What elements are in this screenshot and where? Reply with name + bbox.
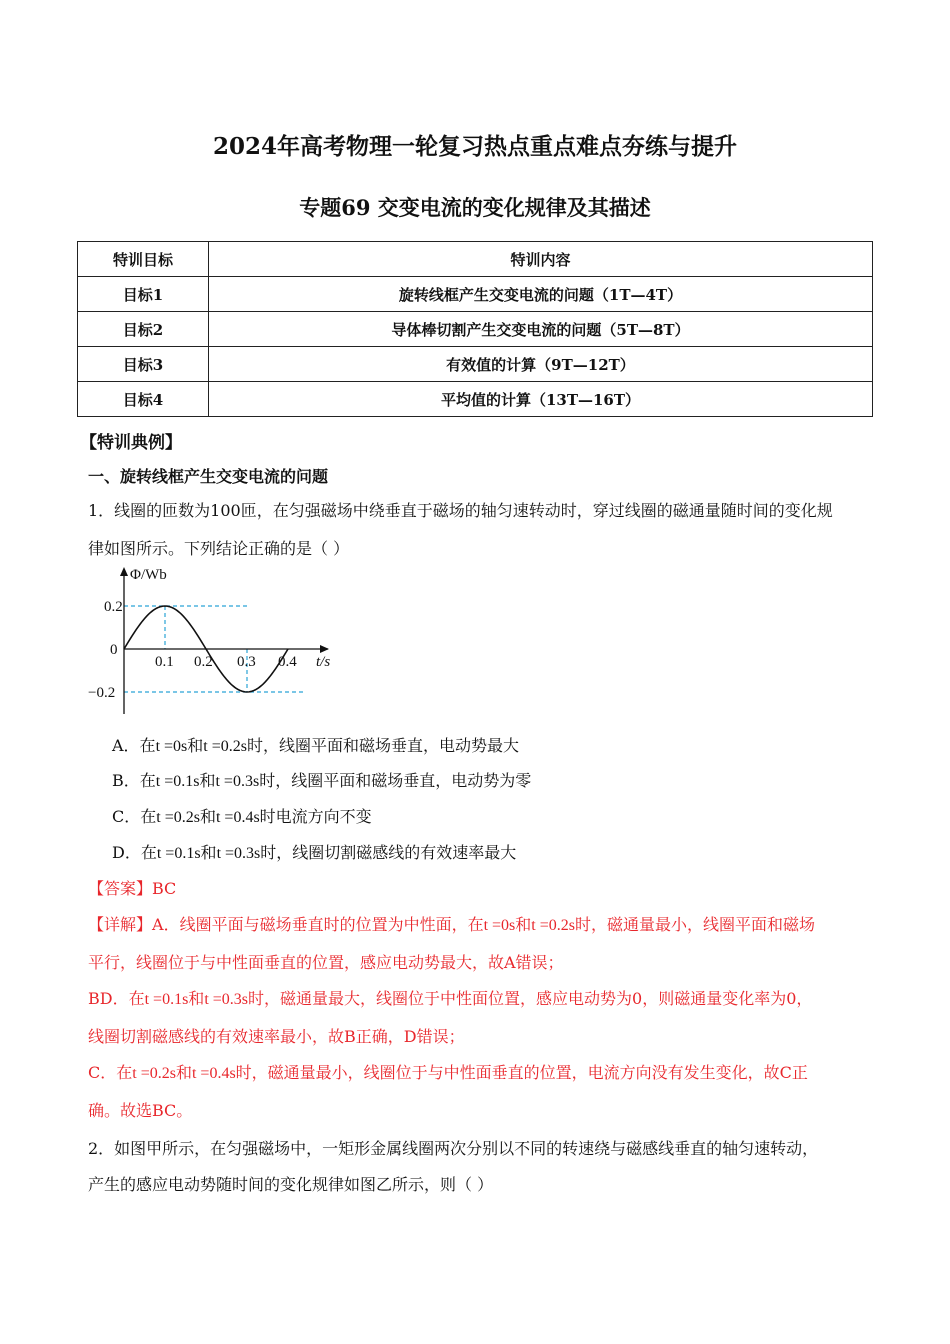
option-label: B．在 <box>112 771 156 790</box>
math-expr: t =0.1s <box>144 991 189 1008</box>
x-tick-label: 0.4 <box>278 654 297 670</box>
math-expr: t =0.1s <box>156 845 201 862</box>
goals-table <box>77 241 873 417</box>
math-expr: t =0.2s <box>132 1065 176 1082</box>
table-cell: 有效值的计算（9T—12T） <box>209 347 873 382</box>
math-expr: t =0s <box>483 917 516 934</box>
table-row <box>78 277 873 312</box>
table-header-cell: 特训内容 <box>209 242 873 277</box>
option-text: 和 <box>199 807 216 826</box>
flux-time-chart <box>80 562 350 722</box>
detail-line-3 <box>88 986 812 1009</box>
detail-line-2: 平行，线圈位于与中性面垂直的位置，感应电动势最大，故A错误； <box>88 953 564 972</box>
table-cell: 旋转线框产生交变电流的问题（1T—4T） <box>209 277 873 312</box>
x-tick-label: 0.3 <box>237 654 256 670</box>
answer-label: 【答案】BC <box>88 879 177 898</box>
question-1-line-2: 律如图所示。下列结论正确的是（ ） <box>88 539 350 558</box>
table-cell: 平均值的计算（13T—16T） <box>209 382 873 417</box>
table-cell: 目标3 <box>78 347 209 382</box>
sub-title: 专题69 交变电流的变化规律及其描述 <box>299 195 651 220</box>
section-sub-heading: 一、旋转线框产生交变电流的问题 <box>88 467 329 486</box>
table-row <box>78 382 873 417</box>
detail-text: 时，磁通量最小，线圈平面和磁场 <box>575 915 816 934</box>
option-d[interactable] <box>112 840 516 863</box>
option-text: 时电流方向不变 <box>259 807 372 826</box>
option-label: D．在 <box>112 843 157 862</box>
table-cell: 目标1 <box>78 277 209 312</box>
main-title: 2024年高考物理一轮复习热点重点难点夯练与提升 <box>212 133 737 160</box>
math-expr: t =0.2s <box>203 738 247 755</box>
table-header-cell: 特训目标 <box>78 242 209 277</box>
detail-label: 【详解】 <box>88 915 153 934</box>
math-expr: t =0.4s <box>215 809 260 826</box>
question-1-line-1: 1．线圈的匝数为100匝，在匀强磁场中绕垂直于磁场的轴匀速转动时，穿过线圈的磁通量随时间的变化规 <box>88 501 833 520</box>
option-label: C．在 <box>112 807 157 826</box>
option-text: 和 <box>187 736 204 755</box>
y-tick-label: 0.2 <box>104 599 123 615</box>
detail-line-5 <box>88 1060 808 1083</box>
section-heading: 【特训典例】 <box>80 433 182 453</box>
option-text: 和 <box>200 843 217 862</box>
option-c[interactable] <box>112 804 372 827</box>
x-tick-label: 0.1 <box>155 654 174 670</box>
math-expr: t =0.2s <box>531 917 575 934</box>
y-tick-label: −0.2 <box>88 685 116 701</box>
table-cell: 导体棒切割产生交变电流的问题（5T—8T） <box>209 312 873 347</box>
detail-text: 时，磁通量最小，线圈位于与中性面垂直的位置，电流方向没有发生变化，故C正 <box>235 1063 808 1082</box>
option-b[interactable] <box>112 768 531 791</box>
detail-text: 和 <box>515 915 532 934</box>
math-expr: t =0.3s <box>204 991 249 1008</box>
option-text: 时，线圈平面和磁场垂直，电动势最大 <box>246 736 519 755</box>
detail-line-1 <box>88 912 815 935</box>
detail-text: C．在 <box>88 1063 133 1082</box>
x-axis-label: t/s <box>316 654 331 670</box>
table-row <box>78 347 873 382</box>
detail-text: 和 <box>188 989 205 1008</box>
option-text: 时，线圈切割磁感线的有效速率最大 <box>260 843 517 862</box>
question-2-line-1: 2．如图甲所示，在匀强磁场中，一矩形金属线圈两次分别以不同的转速绕与磁感线垂直的轴匀速转动， <box>88 1139 819 1158</box>
math-expr: t =0.3s <box>215 773 260 790</box>
detail-text: 和 <box>175 1063 192 1082</box>
math-expr: t =0.1s <box>155 773 200 790</box>
table-row <box>78 312 873 347</box>
math-expr: t =0.2s <box>156 809 200 826</box>
y-axis-arrow <box>120 567 128 576</box>
detail-text: BD．在 <box>88 989 145 1008</box>
detail-text: A．线圈平面与磁场垂直时的位置为中性面，在 <box>152 915 484 934</box>
y-axis-label: Φ/Wb <box>130 567 167 583</box>
detail-line-4: 线圈切割磁感线的有效速率最小，故B正确，D错误； <box>88 1027 465 1046</box>
math-expr: t =0.3s <box>216 845 261 862</box>
table-header-row <box>78 242 873 277</box>
table-cell: 目标4 <box>78 382 209 417</box>
y-tick-label: 0 <box>110 642 118 658</box>
math-expr: t =0.4s <box>191 1065 236 1082</box>
detail-text: 时，磁通量最大，线圈位于中性面位置，感应电动势为0，则磁通量变化率为0， <box>248 989 813 1008</box>
option-text: 和 <box>199 771 216 790</box>
option-text: 时，线圈平面和磁场垂直，电动势为零 <box>259 771 532 790</box>
option-a[interactable] <box>112 733 519 756</box>
detail-line-6: 确。故选BC。 <box>88 1101 193 1120</box>
x-tick-label: 0.2 <box>194 654 213 670</box>
x-axis-arrow <box>320 645 329 653</box>
table-cell: 目标2 <box>78 312 209 347</box>
question-2-line-2: 产生的感应电动势随时间的变化规律如图乙所示，则（ ） <box>88 1175 494 1194</box>
math-expr: t =0s <box>155 738 188 755</box>
option-label: A．在 <box>112 736 156 755</box>
